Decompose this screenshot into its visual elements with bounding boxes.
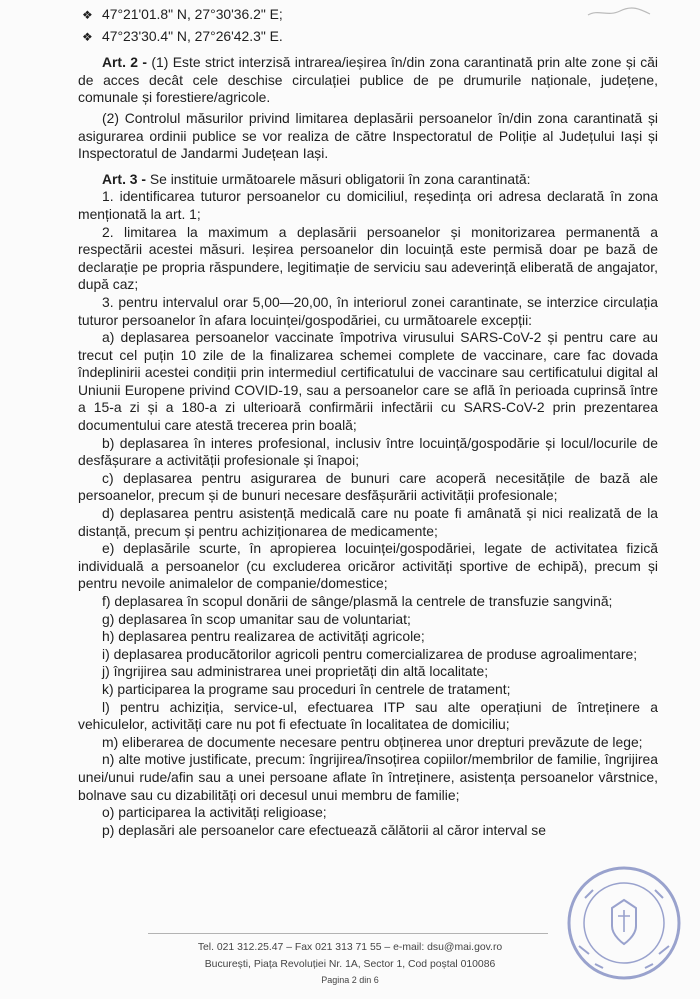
exception-d: d) deplasarea pentru asistență medicală care nu poate fi amânată și nici realizată de la distanță, precum și pentru achiziționarea de medicamente; (78, 505, 658, 539)
exception-b: b) deplasarea în interes profesional, inclusiv între locuință/gospodărie și locul/locurile de desfășurare a activității profesionale și înapoi; (78, 434, 658, 469)
paragraph-text: Se instituie următoarele măsuri obligatorii în zona carantinată: (146, 170, 531, 187)
exception-m: m) eliberarea de documente necesare pentru obținerea unor drepturi prevăzute de lege; (102, 733, 643, 750)
footer-contact: Tel. 021 312.25.47 – Fax 021 313 71 55 – e-mail: dsu@mai.gov.ro (197, 942, 503, 953)
art2-paragraph-1 (78, 54, 658, 107)
footer-divider (148, 933, 548, 934)
exception-e: e) deplasările scurte, în apropierea locuinței/gospodăriei, legate de activitatea fizică individuală a persoanelor (cu excluderea oricăror activități sportive de echipă), precum și pentru nevoile animalelor de companie/domestice; (78, 540, 658, 592)
coordinate-text: 47°23'30.4" N, 27°26'42.3" E. (102, 27, 283, 44)
exception-i: i) deplasarea producătorilor agricoli pentru comercializarea de produse agroalimentare; (102, 645, 638, 662)
exception-p: p) deplasări ale persoanelor care efectuează călătorii al căror interval se (102, 821, 546, 838)
exception-k: k) participarea la programe sau proceduri în centrele de tratament; (102, 680, 511, 697)
measure-1: 1. identificarea tuturor persoanelor cu domiciliul, reședința ori adresa declarată în zona menționată la art. 1; (78, 188, 658, 222)
exception-a: a) deplasarea persoanelor vaccinate împotriva virusului SARS-CoV-2 și pentru care au trecut cel puțin 10 zile de la finalizarea schemei complete de vaccinare, care fac dovada îndeplinirii acestei condiții prin intermediul certificatului de vaccinare sau certificatului digital al Uniunii Europene privind COVID-19, sau a persoanelor care se află în perioada cuprinsă între a 15-a zi și a 180-a zi ulterioară confirmării infectării cu SARS-CoV-2 prin prezentarea documentului care atestă trecerea prin boală; (78, 329, 658, 434)
coordinate-text: 47°21'01.8" N, 27°30'36.2" E; (102, 6, 283, 22)
exception-j: j) îngrijirea sau administrarea unei proprietăți din altă localitate; (102, 663, 489, 680)
diamond-bullet-icon: ❖ (82, 8, 93, 22)
footer-address: București, Piața Revoluției Nr. 1A, Sector 1, Cod poștal 010086 (204, 959, 496, 970)
coordinate-item (82, 6, 658, 25)
measure-3: 3. pentru intervalul orar 5,00—20,00, în interiorul zonei carantinate, se interzice circulația tuturor persoanelor în afara locuinței/gospodăriei, cu următoarele excepții: (78, 293, 658, 328)
article-label: Art. 2 - (102, 54, 148, 71)
exception-o: o) participarea la activități religioase; (102, 804, 327, 821)
exception-c: c) deplasarea pentru asigurarea de bunuri care acoperă necesitățile de bază ale persoanelor, precum și de bunuri necesare desfășurării activității profesionale; (78, 469, 658, 504)
paragraph-text: (1) Este strict interzisă intrarea/ieșirea în/din zona carantinată prin alte zone și căi de acces decât cele deschise circulației publice de pe drumurile naționale, județene, comunale și forestiere/agricole. (78, 54, 658, 106)
exception-n: n) alte motive justificate, precum: îngrijirea/însoțirea copiilor/membrilor de familie, îngrijirea unei/unui rude/afin sau a unei persoane aflate în întreținere, asistența persoanelor vârstnice, bolnave sau cu dizabilități ori decesul unui membru de familie; (78, 751, 658, 803)
exception-h: h) deplasarea pentru realizarea de activități agricole; (102, 628, 425, 645)
diamond-bullet-icon: ❖ (82, 29, 93, 44)
exception-l: l) pentru achiziția, service-ul, efectuarea ITP sau alte operațiuni de întreținere a vehiculelor, activități care nu pot fi efectuate în localitatea de domiciliu; (78, 698, 658, 733)
page-number: Pagina 2 din 6 (321, 975, 379, 985)
document-body (78, 6, 658, 839)
measure-2: 2. limitarea la maximum a deplasării persoanelor și monitorizarea permanentă a respectării acestei măsuri. Ieșirea persoanelor din locuință este permisă doar pe bază de declarație pe propria răspundere, legitimație de serviciu sau adeverință eliberată de angajator, după caz; (78, 223, 658, 293)
coordinate-item (82, 28, 658, 47)
exception-g: g) deplasarea în scop umanitar sau de voluntariat; (102, 610, 411, 627)
article-label: Art. 3 - (102, 170, 146, 187)
art2-paragraph-2: (2) Controlul măsurilor privind limitarea deplasării persoanelor în/din zona carantinată și asigurarea ordinii publice se vor realiza de către Inspectoratul de Poliție al Județului Iași și Inspectoratul de Jandarmi Județean Iași. (78, 109, 658, 162)
art3-intro (78, 171, 658, 189)
exception-f: f) deplasarea în scopul donării de sânge/plasmă la centrele de transfuzie sangvină; (102, 593, 613, 609)
